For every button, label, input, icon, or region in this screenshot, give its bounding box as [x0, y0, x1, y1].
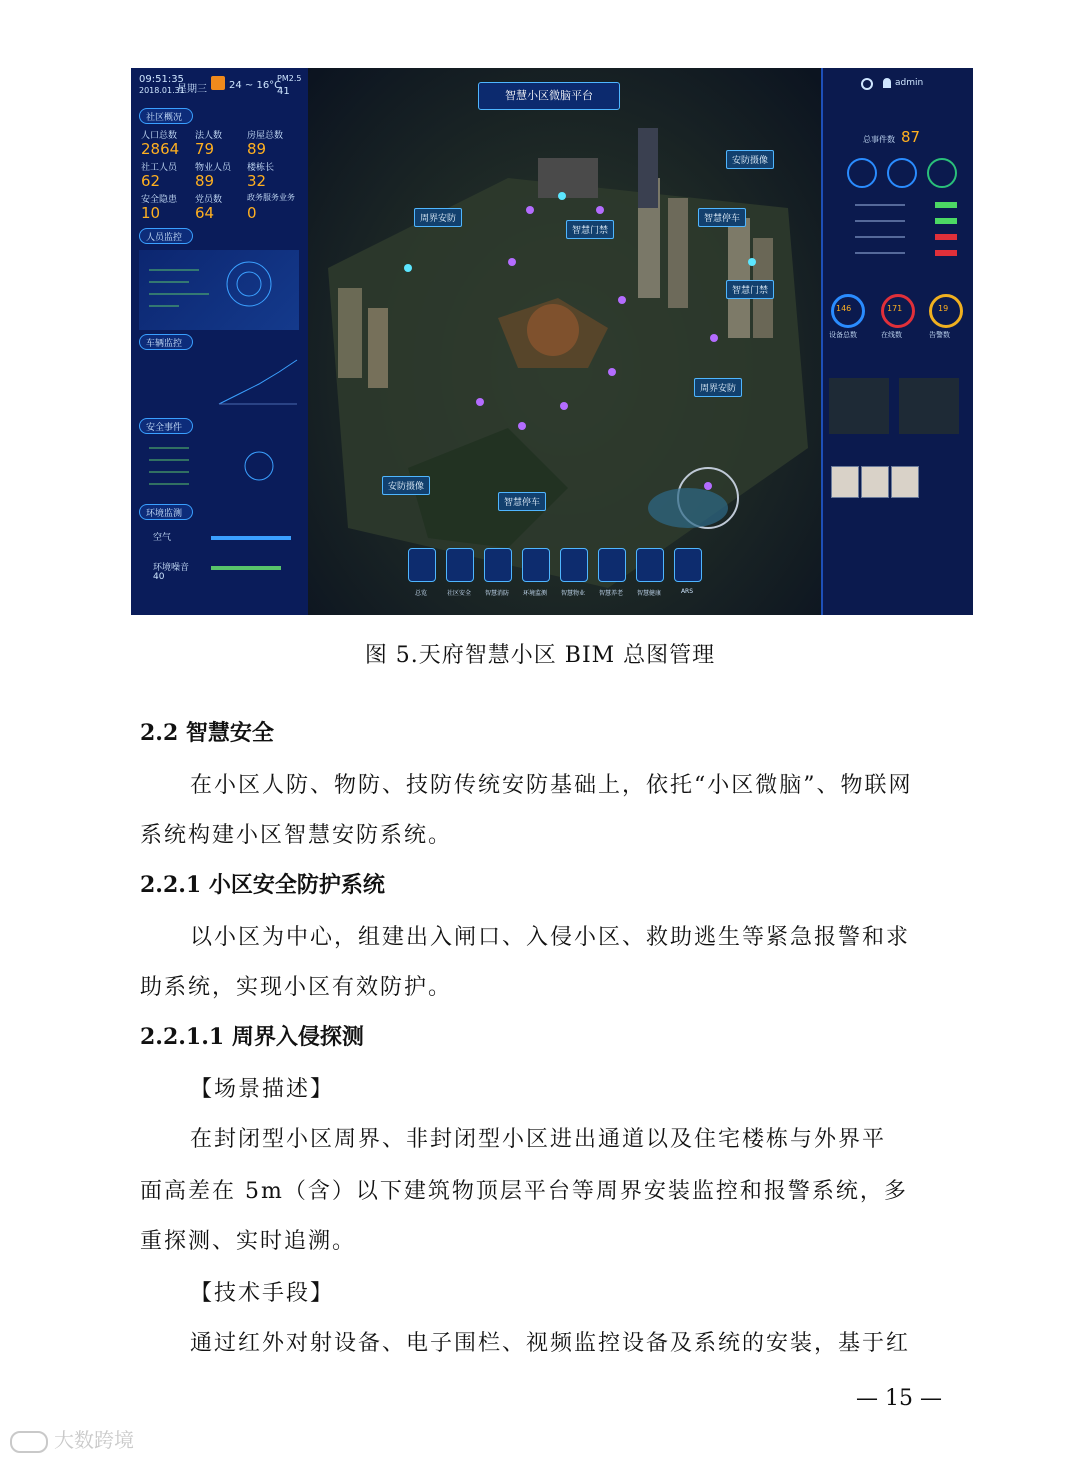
env-noise-value: 40 [153, 572, 165, 582]
bim-3d-scene [308, 68, 823, 615]
stat-label: 法人数 [195, 131, 223, 141]
event-chart [139, 438, 299, 498]
map-tag[interactable]: 智慧停车 [698, 208, 746, 227]
stat-label: 物业人员 [195, 163, 232, 173]
nav-icon-fire[interactable] [484, 548, 512, 582]
section-events: 安全事件 [139, 418, 193, 434]
nav-label: ARS [680, 588, 694, 595]
nav-icon-property[interactable] [560, 548, 588, 582]
search-icon[interactable] [861, 78, 873, 90]
map-tag[interactable]: 智慧停车 [498, 492, 546, 511]
map-pin[interactable] [608, 368, 616, 376]
pm-value: 41 [277, 86, 290, 97]
map-pin[interactable] [558, 192, 566, 200]
section-vehicles: 车辆监控 [139, 334, 193, 350]
section-overview: 社区概况 [139, 108, 193, 124]
stat-value: 10 [141, 204, 161, 222]
weather: 24 ~ 16°C [229, 80, 282, 91]
bim-screenshot-figure [131, 68, 973, 615]
nav-icon-environment[interactable] [522, 548, 550, 582]
env-bar [211, 536, 291, 540]
stat-value: 2864 [141, 140, 180, 158]
paragraph-line: 系统构建小区智慧安防系统。 [140, 823, 453, 848]
stat-label: 党员数 [195, 195, 223, 205]
ring-gauge: 19 [929, 294, 963, 328]
stat-value: 0 [247, 204, 257, 222]
ring-gauge: 171 [881, 294, 915, 328]
env-air-label: 空气 [153, 533, 172, 543]
map-tag[interactable]: 智慧门禁 [726, 280, 774, 299]
map-tag[interactable]: 周界安防 [414, 208, 462, 227]
section-heading: 2.2.1 小区安全防护系统 [140, 872, 385, 898]
ring-indicator [847, 158, 877, 188]
stat-value: 62 [141, 172, 161, 190]
section-heading: 2.2.1.1 周界入侵探测 [140, 1024, 364, 1050]
map-pin[interactable] [704, 482, 712, 490]
paragraph-line: 通过红外对射设备、电子围栏、视频监控设备及系统的安装，基于红 [190, 1331, 911, 1356]
username[interactable]: admin [895, 78, 924, 88]
stat-label: 楼栋长 [247, 163, 275, 173]
map-pin[interactable] [404, 264, 412, 272]
left-stats-panel [131, 68, 310, 615]
date: 2018.01.31 [139, 86, 185, 95]
nav-label: 智慧健康 [636, 590, 661, 597]
map-tag[interactable]: 安防摄像 [726, 150, 774, 169]
video-feed[interactable] [899, 378, 959, 434]
stat-label: 人口总数 [141, 131, 178, 141]
env-bar [211, 566, 281, 570]
section-heading: 2.2 智慧安全 [140, 720, 274, 746]
ring-label: 在线数 [881, 331, 902, 339]
nav-icon-health[interactable] [636, 548, 664, 582]
nav-label: 智慧消防 [484, 590, 509, 597]
total-label: 总事件数 [863, 135, 895, 144]
paragraph-line: 在封闭型小区周界、非封闭型小区进出通道以及住宅楼栋与外界平 [190, 1127, 887, 1152]
vehicle-chart [139, 354, 299, 410]
map-pin[interactable] [508, 258, 516, 266]
stat-label: 安全隐患 [141, 195, 178, 205]
paragraph-line: 助系统，实现小区有效防护。 [140, 975, 453, 1000]
section-environment: 环境监测 [139, 504, 193, 520]
alert-list [835, 198, 961, 268]
user-icon [883, 78, 891, 88]
weather-icon [211, 76, 225, 90]
stat-label: 房屋总数 [247, 131, 284, 141]
paragraph-line: 面高差在 5m（含）以下建筑物顶层平台等周界安装监控和报警系统，多 [140, 1179, 908, 1204]
map-pin[interactable] [526, 206, 534, 214]
map-pin[interactable] [476, 398, 484, 406]
paragraph-line: 以小区为中心，组建出入闸口、入侵小区、救助逃生等紧急报警和求 [190, 925, 911, 950]
people-chart [139, 250, 299, 330]
nav-label: 智慧养老 [598, 590, 623, 597]
nav-label: 总览 [414, 590, 427, 597]
watermark [10, 1424, 134, 1453]
nav-icon-overview[interactable] [408, 548, 436, 582]
nav-label: 智慧物业 [560, 590, 585, 597]
right-stats-panel [821, 68, 973, 615]
paragraph-line: 在小区人防、物防、技防传统安防基础上，依托“小区微脑”、物联网 [190, 773, 913, 798]
map-pin[interactable] [618, 296, 626, 304]
nav-icon-security[interactable] [446, 548, 474, 582]
map-pin[interactable] [710, 334, 718, 342]
radar-graphic [139, 250, 299, 330]
map-pin[interactable] [596, 206, 604, 214]
map-pin[interactable] [748, 258, 756, 266]
env-noise-label: 环境噪音 [153, 563, 190, 573]
nav-label: 环境监测 [522, 590, 547, 597]
stat-value: 32 [247, 172, 267, 190]
ring-label: 告警数 [929, 331, 950, 339]
map-tag[interactable]: 智慧门禁 [566, 220, 614, 239]
avatar [891, 466, 919, 498]
stat-label: 政务服务业务 [247, 193, 295, 202]
ring-indicator [927, 158, 957, 188]
stat-value: 79 [195, 140, 215, 158]
map-pin[interactable] [560, 402, 568, 410]
ring-indicator [887, 158, 917, 188]
map-pin[interactable] [518, 422, 526, 430]
figure-caption: 图 5.天府智慧小区 BIM 总图管理 [364, 643, 716, 668]
platform-title: 智慧小区微脑平台 [478, 82, 620, 110]
total-value: 87 [901, 128, 921, 146]
paragraph-line: 重探测、实时追溯。 [140, 1229, 357, 1254]
nav-icon-elderly[interactable] [598, 548, 626, 582]
bracket-heading: 【场景描述】 [190, 1077, 335, 1102]
nav-icon-ars[interactable] [674, 548, 702, 582]
weekday: 星期三 [177, 84, 207, 95]
nav-label: 社区安全 [446, 590, 471, 597]
map-tag[interactable]: 周界安防 [694, 378, 742, 397]
pm-label: PM2.5 [277, 74, 302, 83]
watermark-logo-icon [10, 1431, 48, 1453]
stat-value: 64 [195, 204, 215, 222]
map-tag[interactable]: 安防摄像 [382, 476, 430, 495]
page-number: — 15 — [856, 1386, 942, 1411]
stat-value: 89 [247, 140, 267, 158]
avatar [861, 466, 889, 498]
ring-label: 设备总数 [829, 331, 857, 339]
bracket-heading: 【技术手段】 [190, 1281, 335, 1306]
video-feed[interactable] [829, 378, 889, 434]
time: 09:51:35 [139, 74, 184, 85]
section-people: 人员监控 [139, 228, 193, 244]
watermark-text: 大数跨境 [54, 1428, 134, 1452]
ring-gauge: 146 [831, 294, 865, 328]
stat-value: 89 [195, 172, 215, 190]
stat-label: 社工人员 [141, 163, 178, 173]
avatar [831, 466, 859, 498]
